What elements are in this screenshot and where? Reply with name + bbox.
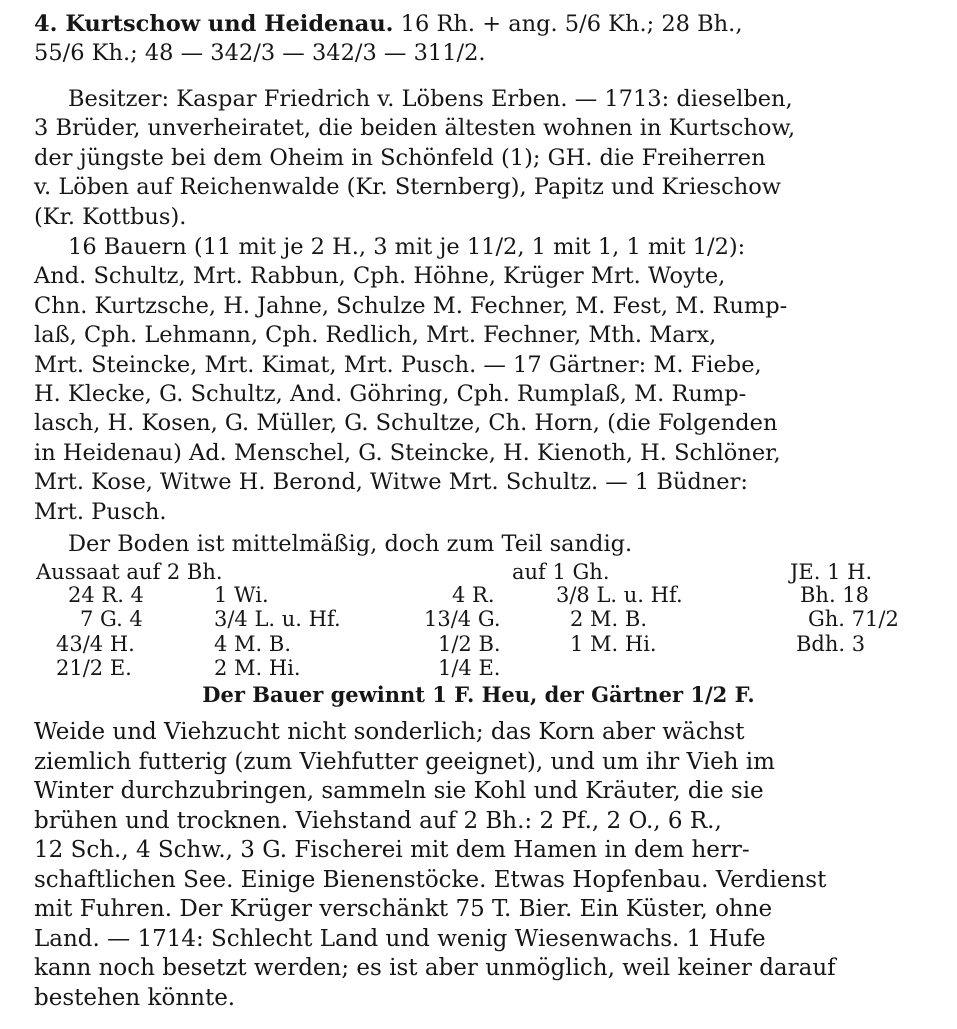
table-cell: Bdh. 3 xyxy=(796,632,866,656)
text-line: H. Klecke, G. Schultz, And. Göhring, Cph. Rumplaß, M. Rump- xyxy=(34,381,747,408)
table-cell: 2 M. B. xyxy=(570,607,647,631)
text-line: 12 Sch., 4 Schw., 3 G. Fischerei mit dem Hamen in dem herr- xyxy=(34,837,750,863)
entry-heading-line xyxy=(34,10,938,39)
table-cell: 1 Wi. xyxy=(214,583,269,607)
table-head-mid: auf 1 Gh. xyxy=(512,560,610,584)
table-cell: 1/4 E. xyxy=(438,656,501,680)
table-cell: 13/4 G. xyxy=(424,607,501,631)
text-line: Chn. Kurtzsche, H. Jahne, Schulze M. Fechner, M. Fest, M. Rump- xyxy=(34,292,788,319)
table-cell: 43/4 H. xyxy=(56,632,135,656)
text-line: mit Fuhren. Der Krüger verschänkt 75 T. Bier. Ein Küster, ohne xyxy=(34,896,773,922)
table-cell: Gh. 71/2 xyxy=(808,607,899,631)
text-line: Besitzer: Kaspar Friedrich v. Löbens Erben. — 1713: dieselben, xyxy=(68,86,793,112)
residents-paragraph xyxy=(34,233,938,527)
text-line: And. Schultz, Mrt. Rabbun, Cph. Höhne, Krüger Mrt. Woyte, xyxy=(34,263,726,290)
table-cell: 1 M. Hi. xyxy=(570,632,657,656)
table-head-right: JE. 1 H. xyxy=(790,560,873,584)
table-cell: 4 R. xyxy=(452,583,495,607)
text-line: der jüngste bei dem Oheim in Schönfeld (1); GH. die Freiherren xyxy=(34,144,766,171)
text-line: bestehen könnte. xyxy=(34,984,236,1011)
text-line: Winter durchzubringen, sammeln sie Kohl und Kräuter, die sie xyxy=(34,778,764,804)
entry-heading-block xyxy=(34,10,938,69)
entry-values-line: 55/6 Kh.; 48 — 342/3 — 342/3 — 311/2. xyxy=(34,40,486,67)
table-cell: 3/8 L. u. Hf. xyxy=(556,583,683,607)
text-line: brühen und trocknen. Viehstand auf 2 Bh.: 2 Pf., 2 O., 6 R., xyxy=(34,807,722,834)
owners-paragraph xyxy=(34,85,938,232)
text-line: Land. — 1714: Schlecht Land und wenig Wiesenwachs. 1 Hufe xyxy=(34,925,766,952)
text-line: 16 Bauern (11 mit je 2 H., 3 mit je 11/2, 1 mit 1, 1 mit 1/2): xyxy=(68,234,746,260)
text-line: lasch, H. Kosen, G. Müller, G. Schultze, Ch. Horn, (die Folgenden xyxy=(34,410,778,437)
text-line: v. Löben auf Reichenwalde (Kr. Sternberg), Papitz und Krieschow xyxy=(34,174,782,201)
text-line: kann noch besetzt werden; es ist aber unmöglich, weil keiner darauf xyxy=(34,955,836,981)
hay-note: Der Bauer gewinnt 1 F. Heu, der Gärtner 1/2 F. xyxy=(202,682,755,707)
text-line: schaftlichen See. Einige Bienenstöcke. Etwas Hopfenbau. Verdienst xyxy=(34,866,827,893)
entry-heading: 4. Kurtschow und Heidenau. xyxy=(34,11,394,37)
entry-heading-rest: 16 Rh. + ang. 5/6 Kh.; 28 Bh., xyxy=(400,11,743,37)
closing-paragraph xyxy=(34,718,938,1013)
text-line: in Heidenau) Ad. Menschel, G. Steincke, H. Kienoth, H. Schlöner, xyxy=(34,439,781,466)
table-cell: 3/4 L. u. Hf. xyxy=(214,607,341,631)
text-line: laß, Cph. Lehmann, Cph. Redlich, Mrt. Fechner, Mth. Marx, xyxy=(34,322,717,349)
text-line: Weide und Viehzucht nicht sonderlich; das Korn aber wächst xyxy=(34,719,745,745)
table-head-left: Aussaat auf 2 Bh. xyxy=(36,560,223,584)
text-line: ziemlich futterig (zum Viehfutter geeignet), und um ihr Vieh im xyxy=(34,748,775,775)
soil-line: Der Boden ist mittelmäßig, doch zum Teil sandig. xyxy=(68,531,633,557)
table-cell: 1/2 B. xyxy=(438,632,501,656)
text-line: Mrt. Pusch. xyxy=(34,498,167,525)
text-line: Mrt. Kose, Witwe H. Berond, Witwe Mrt. Schultz. — 1 Büdner: xyxy=(34,469,748,496)
text-line: 3 Brüder, unverheiratet, die beiden ältesten wohnen in Kurtschow, xyxy=(34,115,796,142)
table-cell: 4 M. B. xyxy=(214,632,291,656)
table-cell: 7 G. 4 xyxy=(80,607,143,631)
table-cell: 21/2 E. xyxy=(56,656,132,680)
table-cell: 24 R. 4 xyxy=(68,583,144,607)
table-cell: 2 M. Hi. xyxy=(214,656,301,680)
table-cell: Bh. 18 xyxy=(800,583,870,607)
text-line: (Kr. Kottbus). xyxy=(34,203,187,230)
text-line: Mrt. Steincke, Mrt. Kimat, Mrt. Pusch. — 17 Gärtner: M. Fiebe, xyxy=(34,351,762,378)
